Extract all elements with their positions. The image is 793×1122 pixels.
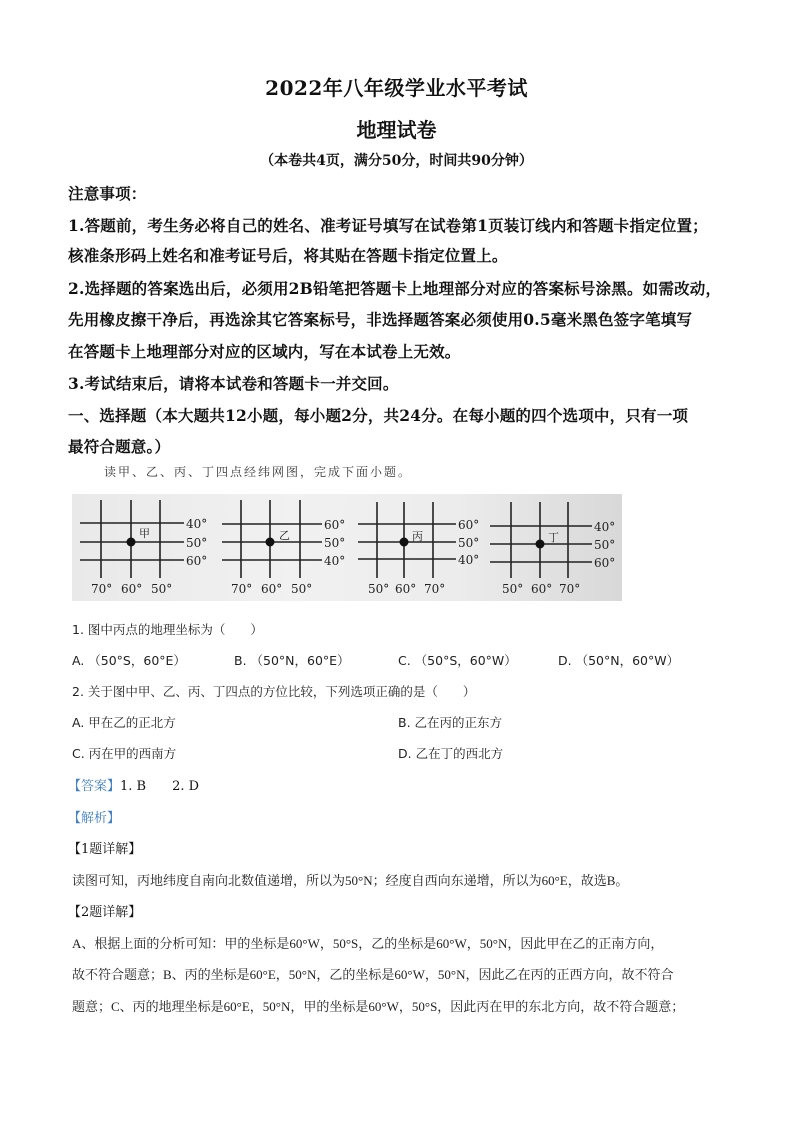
svg-text:60°: 60° [395,582,417,596]
section-heading: 一、选择题（本大题共12小题，每小题2分，共24分。在每小题的四个选项中，只有一项 [68,406,689,425]
svg-text:60°: 60° [186,554,208,568]
notice-line: 先用橡皮擦干净后，再选涂其它答案标号，非选择题答案必须使用0.5毫米黑色签字笔填写 [68,310,693,329]
notice-line: 在答题卡上地理部分对应的区域内，写在本试卷上无效。 [68,342,461,361]
grid-panel-yi [222,500,345,596]
svg-text:50°: 50° [151,582,173,596]
question-2: 2. 关于图中甲、乙、丙、丁四点的方位比较，下列选项正确的是（ ） [72,684,476,699]
q1-detail-text: 读图可知，丙地纬度自南向北数值递增，所以为50°N；经度自西向东递增，所以为60°E，故选B。 [72,873,629,888]
svg-text:70°: 70° [231,582,253,596]
svg-text:50°: 50° [458,536,480,550]
q2-detail-line: A、根据上面的分析可知：甲的坐标是60°W，50°S，乙的坐标是60°W，50°N，因此甲在乙的正南方向， [72,936,664,951]
q1-option-c: C. （50°S，60°W） [398,653,517,668]
question-1: 1. 图中丙点的地理坐标为（ ） [72,622,263,637]
q2-option-b: B. 乙在丙的正东方 [398,715,503,730]
notice-heading: 注意事项： [68,184,147,203]
q2-option-c: C. 丙在甲的西南方 [72,746,177,761]
svg-text:丙: 丙 [412,530,423,543]
svg-text:60°: 60° [458,518,480,532]
notice-line: 核准条形码上姓名和准考证号后，将其贴在答题卡指定位置上。 [68,246,508,265]
svg-text:60°: 60° [261,582,283,596]
svg-text:50°: 50° [186,536,208,550]
notice-line: 1.答题前，考生务必将自己的姓名、准考证号填写在试卷第1页装订线内和答题卡指定位置； [68,216,708,235]
svg-text:60°: 60° [121,582,143,596]
svg-text:60°: 60° [324,518,346,532]
svg-text:40°: 40° [458,553,480,567]
svg-text:50°: 50° [594,538,616,552]
svg-text:丁: 丁 [548,531,559,544]
grid-panel-jia [80,500,207,596]
svg-text:50°: 50° [291,582,313,596]
answer-line [68,775,199,794]
svg-text:甲: 甲 [139,527,150,540]
subject-title: 地理试卷 [356,118,437,142]
svg-text:70°: 70° [424,582,446,596]
grid-panel-ding [490,502,615,596]
q2-option-d: D. 乙在丁的西北方 [398,746,504,761]
section-heading-cont: 最符合题意。） [68,437,171,456]
svg-text:60°: 60° [531,582,553,596]
lat-lon-grid-figure [72,494,622,601]
q1-option-b: B. （50°N，60°E） [234,653,350,668]
q1-option-d: D. （50°N，60°W） [558,653,680,668]
svg-text:乙: 乙 [279,529,290,542]
q2-detail-line: 题意；C、丙的地理坐标是60°E，50°N，甲的坐标是60°W，50°S，因此丙在甲的东北方向，故不符合题意； [72,999,685,1014]
analysis-label: 【解析】 [68,811,121,826]
svg-text:70°: 70° [91,582,113,596]
answer-label: 【答案】 [68,779,121,794]
svg-text:50°: 50° [324,536,346,550]
svg-text:40°: 40° [594,520,616,534]
grid-panel-bing [358,502,479,596]
svg-text:70°: 70° [559,582,581,596]
svg-text:50°: 50° [502,582,524,596]
svg-text:40°: 40° [324,554,346,568]
q1-option-a: A. （50°S，60°E） [72,653,186,668]
notice-line: 2.选择题的答案选出后，必须用2B铅笔把答题卡上地理部分对应的答案标号涂黑。如需改动， [68,279,722,298]
exam-info: （本卷共4页，满分50分，时间共90分钟） [260,153,533,169]
question-stem: 读甲、乙、丙、丁四点经纬网图，完成下面小题。 [104,465,413,479]
exam-title: 2022年八年级学业水平考试 [265,76,528,100]
svg-text:60°: 60° [594,556,616,570]
q2-detail-heading: 【2题详解】 [68,905,142,920]
q2-detail-line: 故不符合题意；B、丙的坐标是60°E，50°N，乙的坐标是60°W，50°N，因此乙在丙的正西方向，故不符合 [72,967,674,982]
notice-line: 3.考试结束后，请将本试卷和答题卡一并交回。 [68,374,399,393]
answer-values: 1. B 2. D [120,779,200,794]
svg-text:50°: 50° [368,582,390,596]
svg-text:40°: 40° [186,517,208,531]
q1-detail-heading: 【1题详解】 [68,842,142,857]
q2-option-a: A. 甲在乙的正北方 [72,715,176,730]
